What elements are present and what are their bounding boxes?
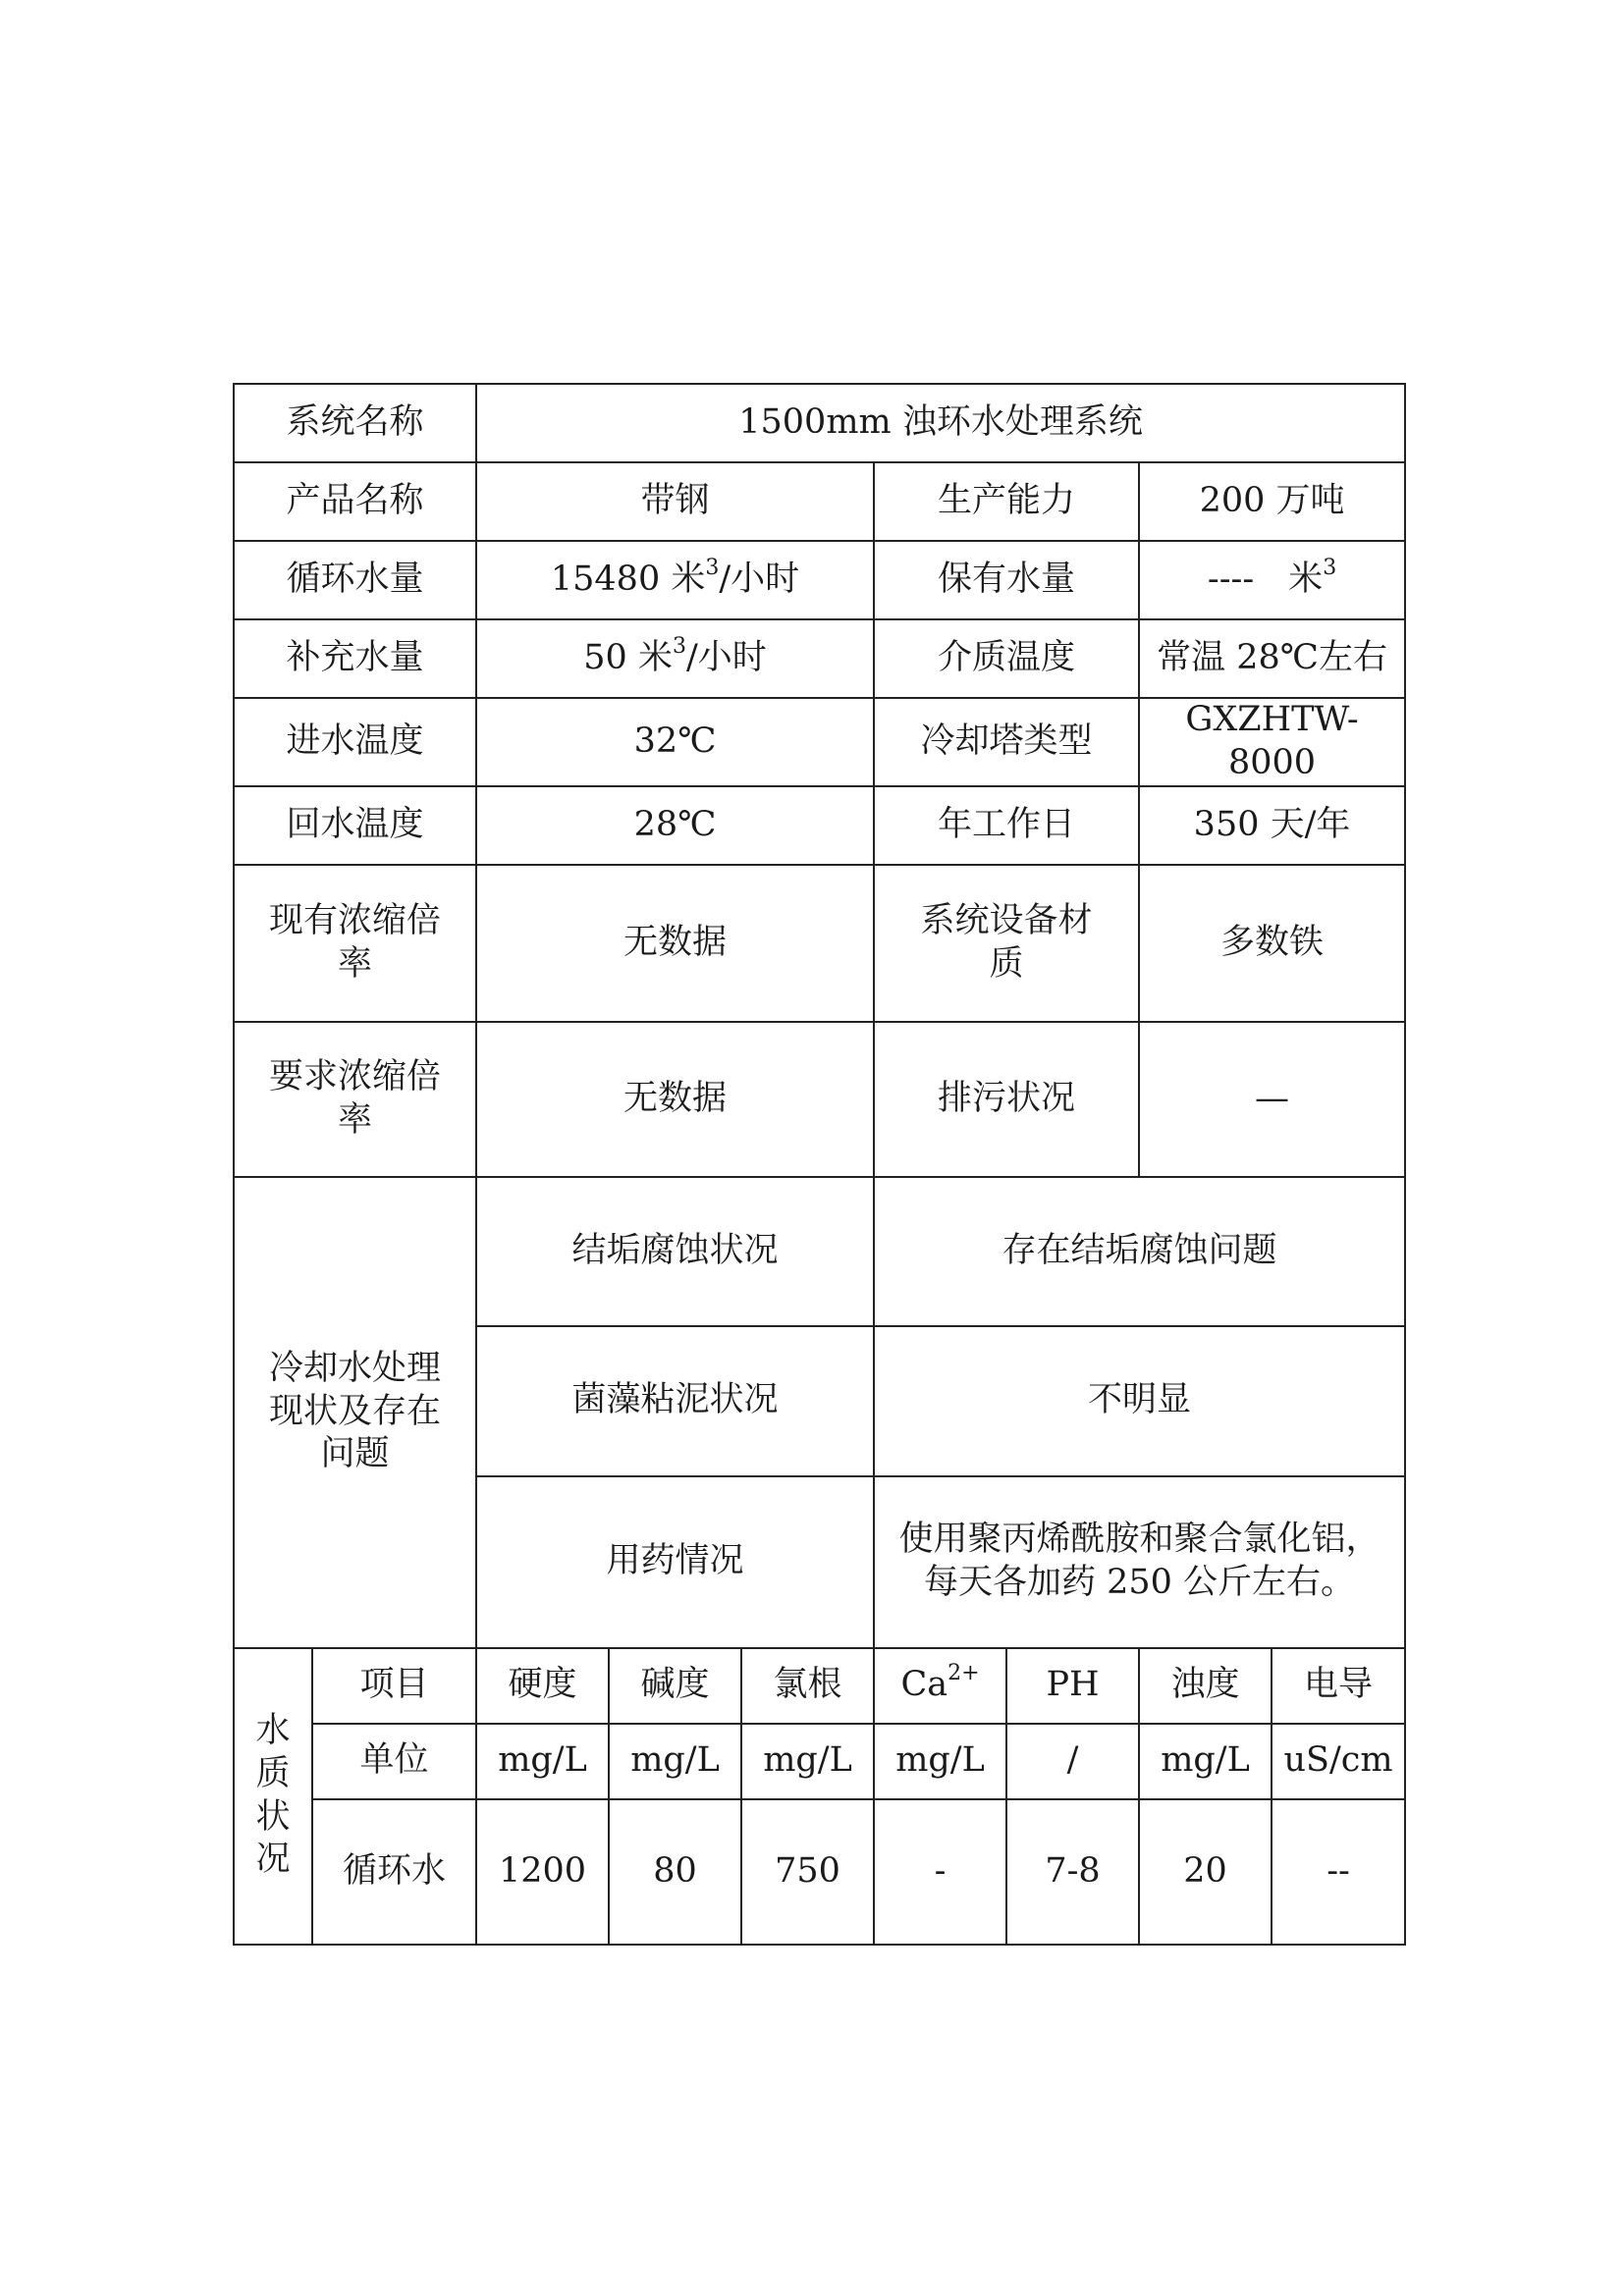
info-value: 350 天/年 — [1139, 786, 1405, 865]
info-label: 生产能力 — [874, 462, 1139, 541]
unit-cell: mg/L — [741, 1724, 874, 1799]
treatment-item-label: 菌藻粘泥状况 — [476, 1326, 874, 1476]
superscript: 2+ — [947, 1661, 980, 1686]
info-label: 年工作日 — [874, 786, 1139, 865]
info-value: 28℃ — [476, 786, 874, 865]
parameter-header: 碱度 — [609, 1648, 741, 1724]
info-value: 32℃ — [476, 698, 874, 786]
parameter-header: $Ca^{2+}$ — [874, 1648, 1006, 1724]
treatment-item-value: 不明显 — [874, 1326, 1405, 1476]
parameter-header: 硬度 — [476, 1648, 609, 1724]
value-cell: 7-8 — [1006, 1799, 1139, 1945]
info-label: 循环水量 — [234, 541, 476, 619]
treatment-item-value: 存在结垢腐蚀问题 — [874, 1177, 1405, 1326]
info-label: 介质温度 — [874, 619, 1139, 698]
treatment-label: 冷却水处理 现状及存在 问题 — [234, 1177, 476, 1648]
value-cell: 80 — [609, 1799, 741, 1945]
concentration-value: 无数据 — [476, 865, 874, 1022]
info-value: 50 米$^3$/小时 — [476, 619, 874, 698]
water-quality-header-row — [234, 1648, 1405, 1724]
superscript: 3 — [705, 556, 720, 581]
superscript: 3 — [1323, 556, 1337, 581]
info-row — [234, 462, 1405, 541]
info-value: 常温 28℃左右 — [1139, 619, 1405, 698]
unit-cell: uS/cm — [1272, 1724, 1405, 1799]
info-value: ---- 米$^3$ — [1139, 541, 1405, 619]
concentration-value: 无数据 — [476, 1022, 874, 1177]
parameter-header: 氯根 — [741, 1648, 874, 1724]
material-value: 多数铁 — [1139, 865, 1405, 1022]
parameter-header: 电导 — [1272, 1648, 1405, 1724]
value-cell: - — [874, 1799, 1006, 1945]
concentration-label: 现有浓缩倍 率 — [234, 865, 476, 1022]
water-quality-label: 水 质 状 况 — [234, 1648, 312, 1945]
superscript: 3 — [672, 634, 686, 660]
unit-label: 单位 — [312, 1724, 476, 1799]
info-row — [234, 619, 1405, 698]
info-label: 回水温度 — [234, 786, 476, 865]
unit-cell: mg/L — [609, 1724, 741, 1799]
discharge-label: 排污状况 — [874, 1022, 1139, 1177]
unit-cell: mg/L — [1139, 1724, 1272, 1799]
concentration-row — [234, 1022, 1405, 1177]
info-label: 冷却塔类型 — [874, 698, 1139, 786]
value-cell: 1200 — [476, 1799, 609, 1945]
parameter-header: 浊度 — [1139, 1648, 1272, 1724]
info-row — [234, 541, 1405, 619]
row-label: 循环水 — [312, 1799, 476, 1945]
system-name-label: 系统名称 — [234, 384, 476, 462]
value-cell: 20 — [1139, 1799, 1272, 1945]
treatment-item-value: 使用聚丙烯酰胺和聚合氯化铝， 每天各加药 250 公斤左右。 — [874, 1476, 1405, 1648]
unit-cell: mg/L — [874, 1724, 1006, 1799]
unit-cell: / — [1006, 1724, 1139, 1799]
value-cell: 750 — [741, 1799, 874, 1945]
value-cell: -- — [1272, 1799, 1405, 1945]
treatment-item-label: 用药情况 — [476, 1476, 874, 1648]
info-row — [234, 698, 1405, 786]
info-value: 15480 米$^3$/小时 — [476, 541, 874, 619]
info-row — [234, 786, 1405, 865]
unit-cell: mg/L — [476, 1724, 609, 1799]
concentration-label: 要求浓缩倍 率 — [234, 1022, 476, 1177]
water-system-table — [233, 383, 1406, 1946]
info-value: GXZHTW-8000 — [1139, 698, 1405, 786]
treatment-item-label: 结垢腐蚀状况 — [476, 1177, 874, 1326]
treatment-row — [234, 1177, 1405, 1326]
water-quality-value-row — [234, 1799, 1405, 1945]
info-label: 保有水量 — [874, 541, 1139, 619]
info-value: 200 万吨 — [1139, 462, 1405, 541]
info-value: 带钢 — [476, 462, 874, 541]
item-header: 项目 — [312, 1648, 476, 1724]
concentration-row — [234, 865, 1405, 1022]
material-label: 系统设备材 质 — [874, 865, 1139, 1022]
system-name-value: 1500mm 浊环水处理系统 — [476, 384, 1405, 462]
system-name-row — [234, 384, 1405, 462]
info-label: 补充水量 — [234, 619, 476, 698]
parameter-header: PH — [1006, 1648, 1139, 1724]
info-label: 产品名称 — [234, 462, 476, 541]
info-label: 进水温度 — [234, 698, 476, 786]
water-quality-unit-row — [234, 1724, 1405, 1799]
discharge-value: — — [1139, 1022, 1405, 1177]
